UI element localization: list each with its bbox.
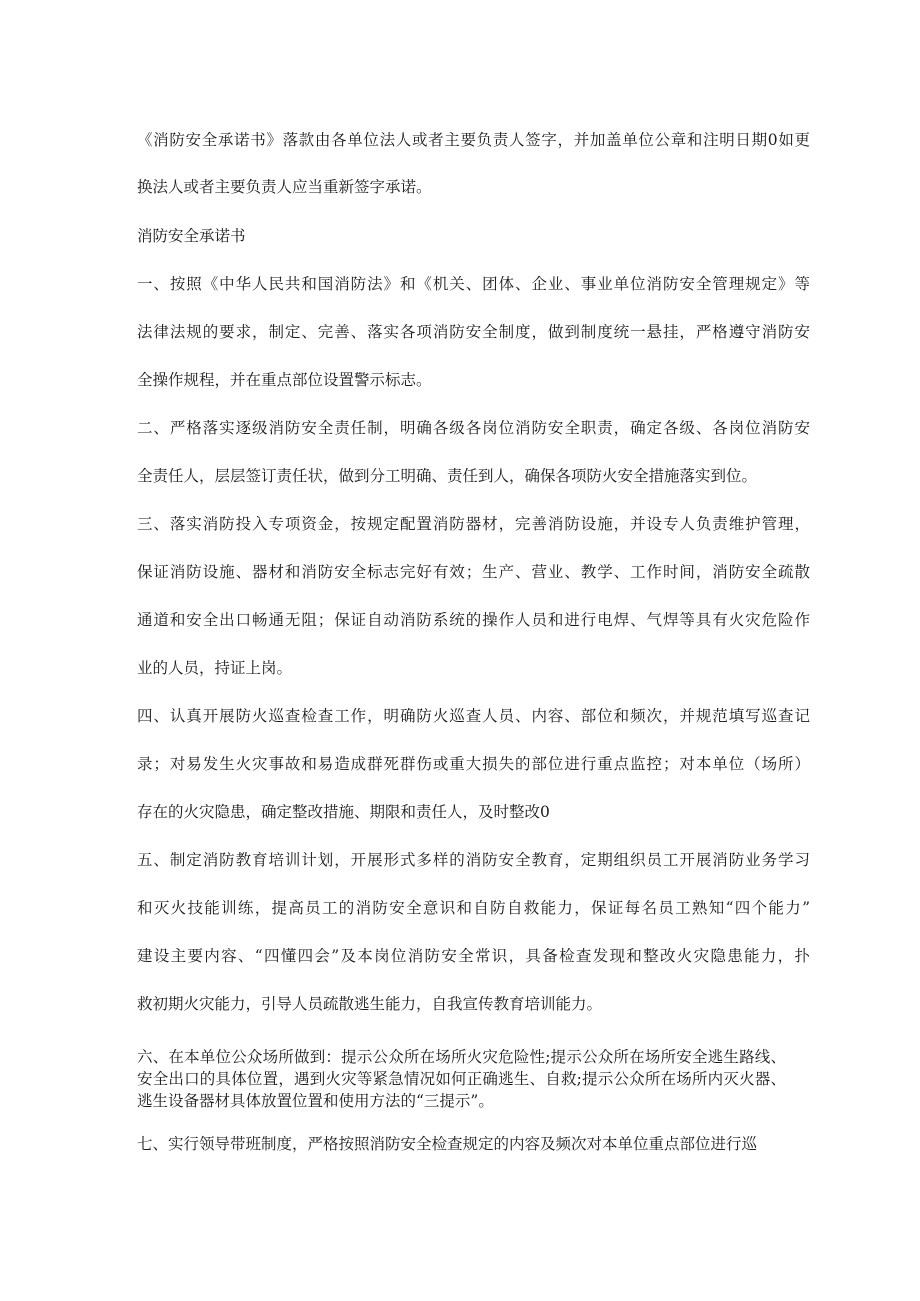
item-3-line-1: 三、落实消防投入专项资金，按规定配置消防器材，完善消防设施，并设专人负责维护管理，	[137, 515, 810, 533]
item-5-line-4: 救初期火灾能力，引导人员疏散逃生能力，自我宣传教育培训能力。	[137, 995, 603, 1013]
item-5-line-1: 五、制定消防教育培训计划，开展形式多样的消防安全教育，定期组织员工开展消防业务学习	[137, 851, 810, 869]
item-4-line-3: 存在的火灾隐患，确定整改措施、期限和责任人，及时整改0	[137, 803, 550, 821]
item-6-paragraph: 六、在本单位公众场所做到：提示公众所在场所火灾危险性;提示公众所在场所安全逃生路线、安全出口的具体位置，遇到火灾等紧急情况如何正确逃生、自救;提示公众所在场所内灭火器、逃生设备器材具体放置位置和使用方法的“三提示”。	[137, 1048, 786, 1110]
note-line-2: 换法人或者主要负责人应当重新签字承诺。	[137, 178, 432, 196]
item-2-line-2: 全责任人，层层签订责任状，做到分工明确、责任到人，确保各项防火安全措施落实到位。	[137, 467, 758, 485]
item-3-line-2: 保证消防设施、器材和消防安全标志完好有效；生产、营业、教学、工作时间，消防安全疏散	[137, 563, 810, 581]
item-2-line-1: 二、严格落实逐级消防安全责任制，明确各级各岗位消防安全职责，确定各级、各岗位消防安	[137, 419, 810, 437]
note-line-1: 《消防安全承诺书》落款由各单位法人或者主要负责人签字，并加盖单位公章和注明日期0如更	[137, 131, 810, 149]
item-1-line-1: 一、按照《中华人民共和国消防法》和《机关、团体、企业、事业单位消防安全管理规定》等	[137, 275, 810, 293]
item-1-line-3: 全操作规程，并在重点部位设置警示标志。	[137, 371, 432, 389]
item-5-line-3: 建设主要内容、“四懂四会”及本岗位消防安全常识，具备检查发现和整改火灾隐患能力，扑	[137, 947, 810, 965]
item-4-line-1: 四、认真开展防火巡查检查工作，明确防火巡查人员、内容、部位和频次，并规范填写巡查记	[137, 707, 810, 725]
item-3-line-3: 通道和安全出口畅通无阻；保证自动消防系统的操作人员和进行电焊、气焊等具有火灾危险作	[137, 611, 810, 629]
item-4-line-2: 录；对易发生火灾事故和易造成群死群伤或重大损失的部位进行重点监控；对本单位（场所）	[137, 755, 810, 773]
item-5-line-2: 和灭火技能训练，提高员工的消防安全意识和自防自救能力，保证每名员工熟知“四个能力”	[137, 899, 810, 917]
item-3-line-4: 业的人员，持证上岗。	[137, 659, 293, 677]
item-7-line-1: 七、实行领导带班制度，严格按照消防安全检查规定的内容及频次对本单位重点部位进行巡	[137, 1135, 758, 1153]
item-1-line-2: 法律法规的要求，制定、完善、落实各项消防安全制度，做到制度统一悬挂，严格遵守消防安	[137, 323, 810, 341]
document-title: 消防安全承诺书	[137, 227, 246, 245]
